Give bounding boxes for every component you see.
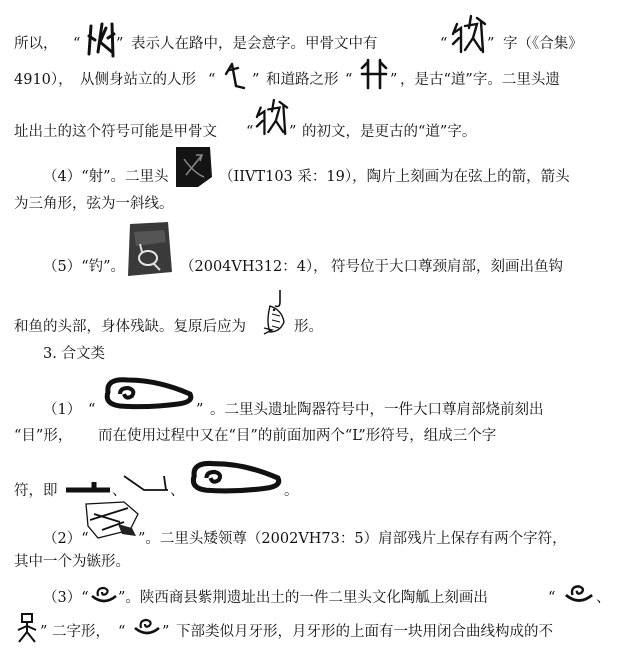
text-line-3: [0, 118, 624, 146]
text-run: （1）: [43, 402, 82, 418]
open-quote: “: [440, 36, 448, 52]
separator: 、: [112, 483, 127, 499]
text-run: 符，即: [14, 483, 58, 499]
text-run: （5）“钓”。: [43, 259, 126, 275]
close-quote: ”: [252, 72, 260, 88]
text-line-4: [0, 163, 624, 191]
text-run: 4910），: [14, 72, 73, 88]
l-symbol-1: [64, 478, 112, 496]
text-line-2: [0, 66, 624, 94]
close-quote: ”: [116, 36, 124, 52]
text-run: 而在使用过程中又在“目”的前面加两个“L”形符号，组成三个字: [98, 428, 497, 444]
text-run: 为三角形，弦为一斜线。: [14, 196, 174, 212]
close-quote: ”: [162, 624, 170, 640]
open-quote: “: [118, 624, 126, 640]
eye-symbol-drawing: [98, 372, 196, 414]
standing-figure-symbol: [14, 610, 40, 644]
standing-person-glyph: [222, 60, 250, 90]
text-run: 3. 合文类: [43, 346, 105, 362]
text-run: 从侧身站立的人形: [80, 72, 196, 88]
text-run: 字（《合集》: [503, 36, 583, 52]
text-run: （4）“射”。二里头: [43, 169, 169, 185]
text-run: 。二里头遗址陶器符号中，一件大口尊肩部烧前刻出: [210, 402, 544, 418]
text-run: （IIVT103 采：19），陶片上刻画为在弦上的箭，箭头: [219, 169, 570, 185]
text-line-6: [0, 253, 624, 281]
section-heading: [0, 340, 624, 368]
text-run: （3）“: [43, 590, 89, 606]
text-run: 符号位于大口尊颈肩部，刻画出鱼钩: [331, 259, 563, 275]
open-quote: “: [246, 124, 254, 140]
text-run: 和鱼的头部，身体残缺。复原后应为: [14, 319, 246, 335]
text-run: 和道路之形: [266, 72, 339, 88]
text-line-7: [0, 313, 624, 341]
text-run: 其中一个为镞形。: [14, 554, 130, 570]
open-quote: “: [73, 36, 81, 52]
shooting-sherd-image: [176, 147, 212, 187]
close-quote: ”: [487, 36, 495, 52]
open-quote: “: [88, 402, 96, 418]
text-run: （2004VH312：4），: [180, 259, 328, 275]
text-line-13: [0, 548, 624, 576]
close-quote: ”: [196, 402, 204, 418]
text-run: 址出土的这个符号可能是甲骨文: [14, 124, 217, 140]
text-run: 形。: [294, 319, 323, 335]
person-in-road-glyph: [86, 22, 116, 58]
moon-symbol-1: [90, 584, 118, 606]
text-run: （2）“: [43, 531, 89, 547]
separator: 、: [170, 483, 185, 499]
text-run: 表示人在路中，是会意字。甲骨文中有: [131, 36, 378, 52]
text-run: ”。二里头矮领尊（2002VH73：5）肩部残片上保存有两个字符，: [138, 531, 567, 547]
moon-symbol-2: [562, 582, 596, 606]
text-line-5: [0, 190, 624, 218]
oracle-road-glyph: [451, 14, 487, 54]
moon-symbol-3: [132, 616, 162, 638]
fishing-sherd-image: [126, 222, 172, 276]
text-run: ，是古“道”字。二里头遗: [400, 72, 560, 88]
close-quote: ”: [289, 124, 297, 140]
eye-symbol-drawing-2: [184, 454, 284, 500]
text-run: 。: [284, 483, 299, 499]
text-line-15: [0, 618, 624, 646]
l-symbol-2: [120, 472, 170, 494]
road-glyph: [358, 58, 390, 90]
text-line-10: [0, 422, 624, 450]
arrowhead-sherd-drawing: [84, 500, 140, 540]
open-quote: “: [548, 590, 556, 606]
separator: 、: [596, 590, 611, 606]
open-quote: “: [345, 72, 353, 88]
text-run: “目”形，: [14, 428, 73, 444]
text-line-9: [0, 396, 624, 424]
text-run: 所以，: [14, 36, 58, 52]
text-run: 下部类似月牙形，月牙形的上面有一块用闭合曲线构成的不: [176, 624, 553, 640]
close-quote: ”: [40, 624, 48, 640]
text-run: 的初文，是更古的“道”字。: [302, 124, 477, 140]
open-quote: “: [208, 72, 216, 88]
oracle-road-glyph-small: [255, 96, 289, 138]
text-run: ”。陕西商县紫荆遗址出土的一件二里头文化陶觚上刻画出: [118, 590, 488, 606]
fish-on-hook-drawing: [262, 288, 294, 336]
close-quote: ”: [390, 72, 398, 88]
text-run: 二字形，: [52, 624, 110, 640]
